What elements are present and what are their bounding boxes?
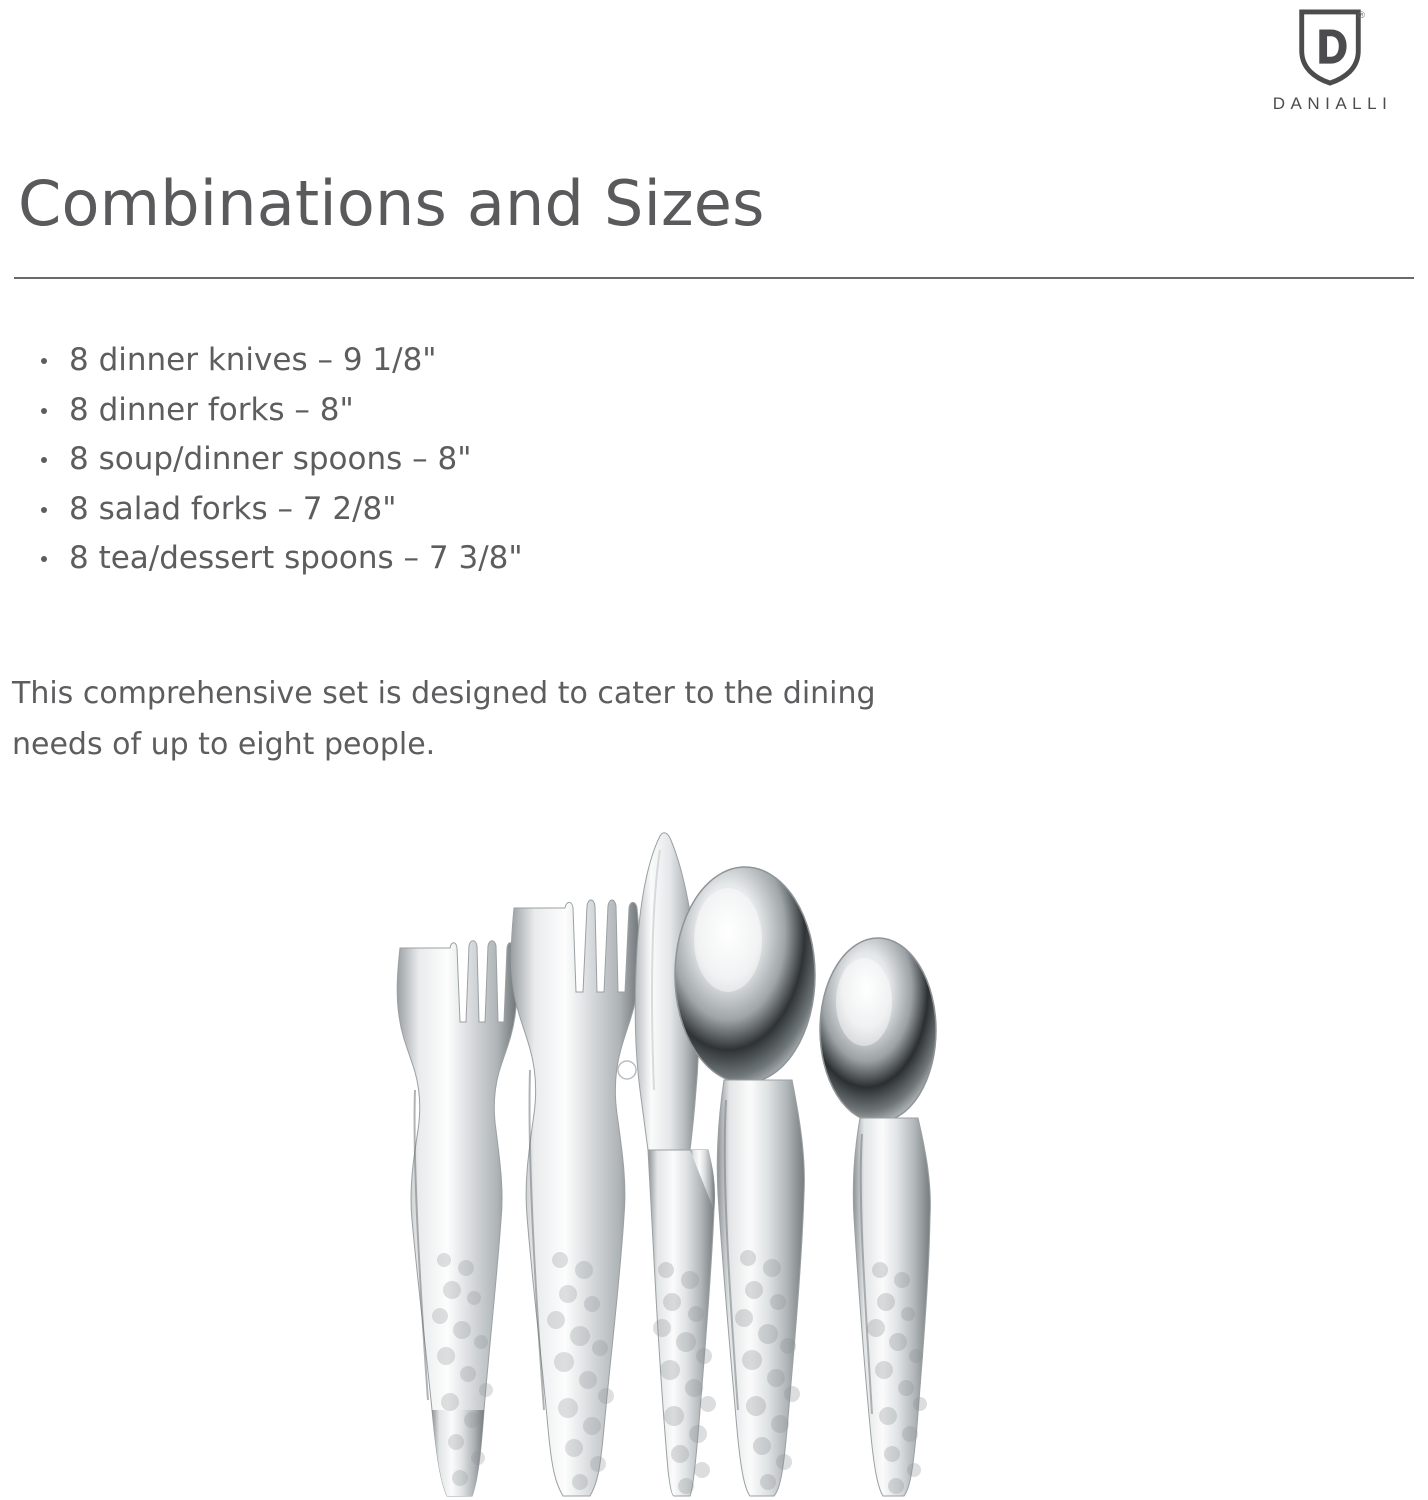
brand-name: DANIALLI (1272, 94, 1393, 113)
dinner-fork (511, 900, 640, 1496)
product-image (0, 790, 1428, 1500)
spec-list (30, 336, 523, 584)
title-divider (14, 277, 1414, 279)
list-item: 8 salad forks – 7 2/8" (30, 485, 523, 535)
tea-spoon (820, 938, 936, 1496)
list-item: 8 dinner forks – 8" (30, 386, 523, 436)
brand-logo (1250, 8, 1410, 114)
page-title: Combinations and Sizes (18, 166, 765, 240)
shield-d-logo-icon (1297, 8, 1363, 86)
list-item: 8 soup/dinner spoons – 8" (30, 435, 523, 485)
description-text: This comprehensive set is designed to cater to the dining needs of up to eight people. (12, 676, 876, 762)
list-item: 8 tea/dessert spoons – 7 3/8" (30, 534, 523, 584)
list-item: 8 dinner knives – 9 1/8" (30, 336, 523, 386)
registered-mark: ® (1358, 10, 1365, 20)
salad-fork (397, 941, 517, 1496)
